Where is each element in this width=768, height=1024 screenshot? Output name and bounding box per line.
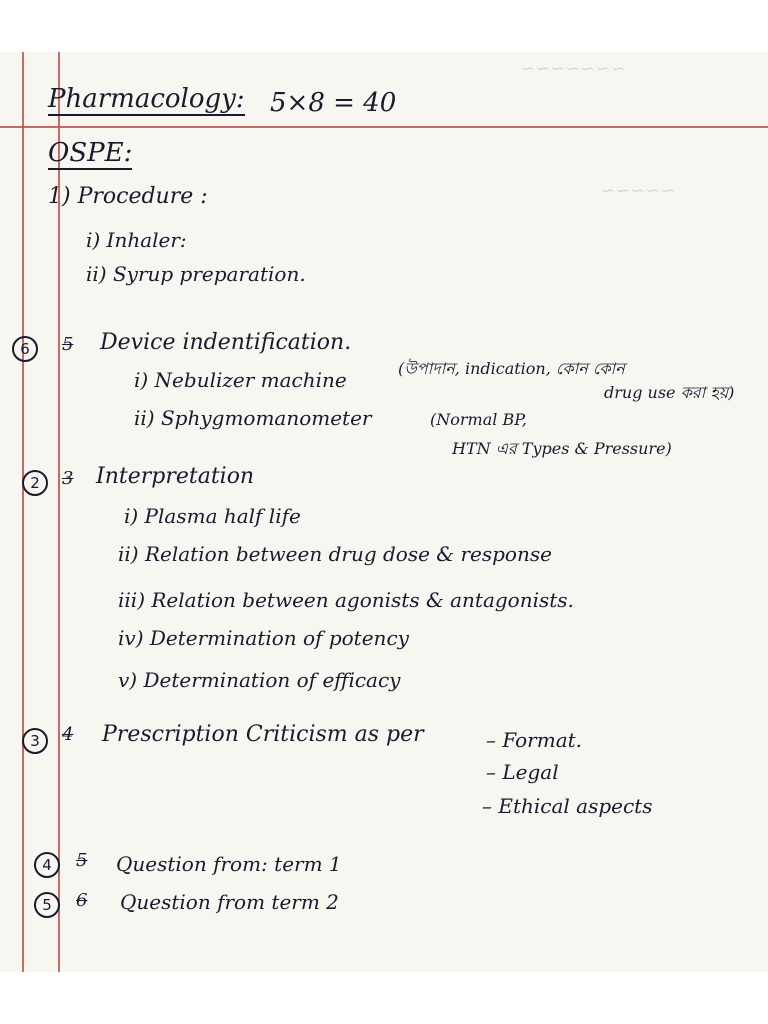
order-number-circle: 4 (34, 852, 60, 878)
device-note: HTN এর Types & Pressure) (452, 439, 672, 458)
device-heading: Device indentification. (100, 330, 352, 355)
device-item: ii) Sphygmomanometer (134, 406, 372, 430)
interpretation-item: i) Plasma half life (124, 504, 301, 528)
device-note: drug use করা হয়) (604, 383, 735, 402)
order-number-circle: 2 (22, 470, 48, 496)
page-title: Pharmacology: (48, 84, 245, 114)
struck-number: 6 (76, 890, 88, 911)
marks-total: 5×8 = 40 (270, 88, 397, 118)
struck-number: 5 (76, 850, 88, 871)
interpretation-item: iii) Relation between agonists & antagonists. (118, 588, 574, 612)
procedure-item: ii) Syrup preparation. (86, 262, 306, 286)
interpretation-item: v) Determination of efficacy (118, 668, 401, 692)
struck-number: 3 (62, 468, 74, 489)
left-margin-rule-1 (22, 52, 24, 972)
interpretation-item: ii) Relation between drug dose & response (118, 542, 552, 566)
procedure-item: i) Inhaler: (86, 228, 187, 252)
question-item: Question from: term 1 (116, 852, 342, 876)
prescription-item: – Format. (486, 728, 583, 752)
bleed-through-text: ~~~~~ (600, 180, 676, 201)
device-item: i) Nebulizer machine (134, 368, 347, 392)
section-heading: OSPE: (48, 138, 133, 168)
device-note: (Normal BP, (430, 410, 527, 429)
device-note: (উপাদান, indication, কোন কোন (398, 359, 625, 378)
procedure-heading: 1) Procedure : (48, 184, 208, 209)
order-number-circle: 6 (12, 336, 38, 362)
struck-number: 5 (62, 334, 74, 355)
interpretation-item: iv) Determination of potency (118, 626, 409, 650)
order-number-circle: 5 (34, 892, 60, 918)
interpretation-heading: Interpretation (96, 464, 255, 489)
prescription-item: – Legal (486, 760, 559, 784)
prescription-heading: Prescription Criticism as per (102, 722, 424, 747)
prescription-item: – Ethical aspects (482, 794, 653, 818)
question-item: Question from term 2 (120, 890, 339, 914)
bleed-through-text: ~~~~~~~ (520, 58, 626, 79)
order-number-circle: 3 (22, 728, 48, 754)
struck-number: 4 (62, 724, 74, 745)
top-margin-rule (0, 126, 768, 128)
